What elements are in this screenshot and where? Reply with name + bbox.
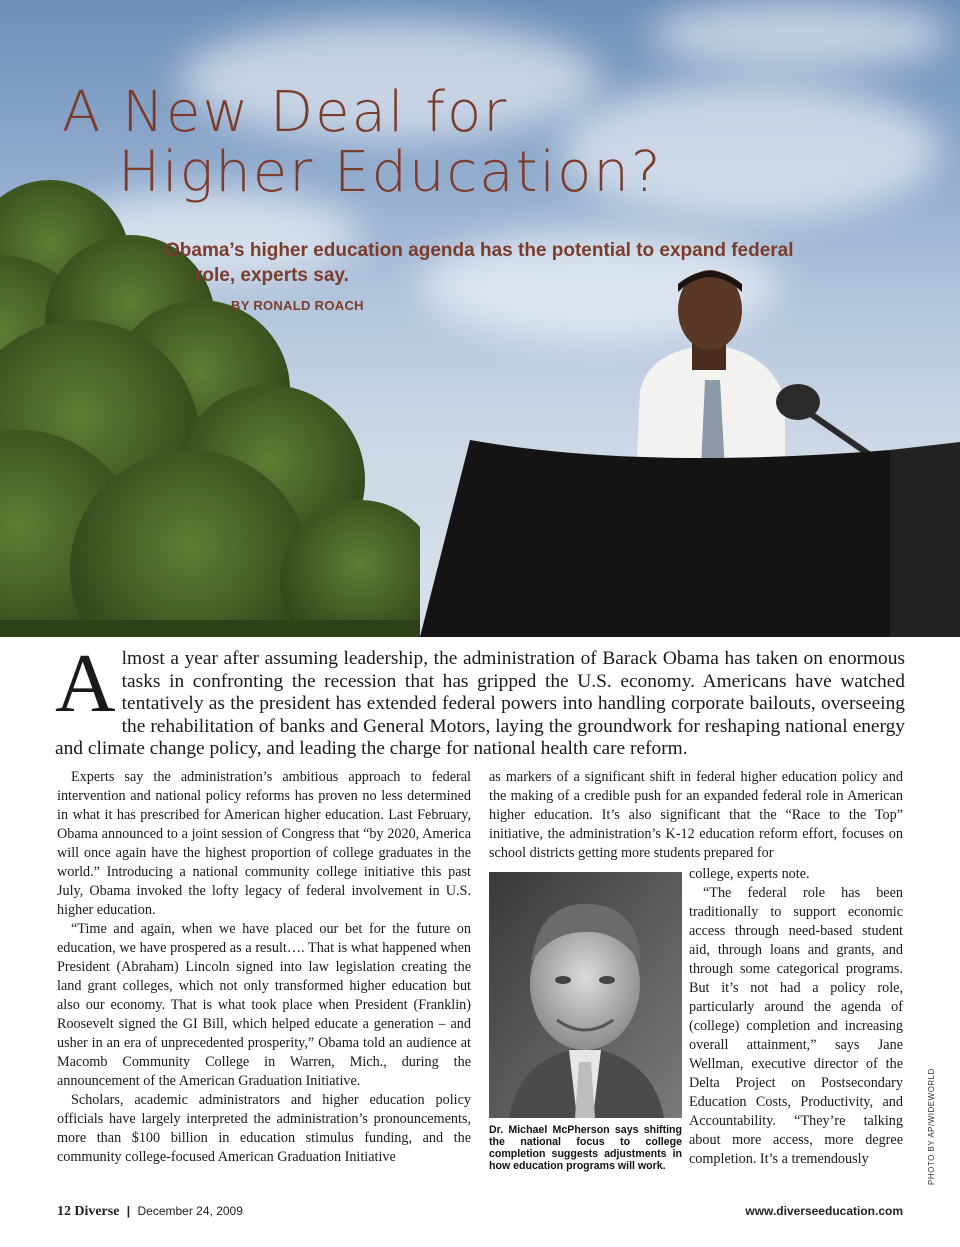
folio [57, 1204, 243, 1220]
article-deck [165, 238, 825, 288]
publication-name: Diverse [74, 1204, 120, 1219]
body-paragraph: “Time and again, when we have placed our bet for the future on education, we have prospered as a result…. That is what happened when President (Abraham) Lincoln signed into law legislation creating the land grant colleges, which not only transformed higher education but also our economy. That is what took place when President (Franklin) Roosevelt signed the GI Bill, which helped educate a generation – and usher in an era of unprecedented prosperity,” Obama told an audience at Macomb Community College in Warren, Mich., during the announcement of the American Graduation Initiative. [57, 921, 471, 1089]
lead-paragraph [55, 637, 905, 761]
inset-portrait-photo [489, 872, 682, 1118]
page-number: 12 [57, 1204, 71, 1219]
body-column-right [689, 865, 903, 1169]
speaker-at-podium [420, 270, 960, 637]
drop-cap: A [55, 637, 116, 730]
body-paragraph: college, experts note. [689, 866, 810, 882]
tree-foliage [0, 150, 420, 637]
website-url: www.diverseeducation.com [745, 1204, 903, 1218]
body-paragraph: Scholars, academic administrators and higher education policy officials have largely interpreted the administration’s pronouncements, more than $100 billion in education stimulus funding, and the community college-focused American Graduation Initiative [57, 1092, 471, 1165]
byline: BY RONALD ROACH [231, 298, 364, 313]
body-paragraph: Experts say the administration’s ambitious approach to federal intervention and national policy reforms has proven no less determined in what it has prescribed for American higher education. Last February, Obama announced to a joint session of Congress that “by 2020, America will once again have the highest proportion of college graduates in the world.” Introducing a national community college initiative this past July, Obama invoked the lofty legacy of federal involvement in U.S. higher education. [57, 769, 471, 918]
portrait-illustration [489, 872, 682, 1118]
body-column-middle-top [489, 768, 903, 863]
issue-date: December 24, 2009 [137, 1204, 243, 1218]
headline-line-2: Higher Education? [118, 140, 663, 205]
body-paragraph: “The federal role has been traditionally to support economic access through need-based student aid, through loans and grants, and through some categorical programs. But it’s not had a policy role, particularly around the agenda of (college) completion and increasing overall attainment,” says Jane Wellman, executive director of the Delta Project on Postsecondary Education Costs, Productivity, and Accountability. “They’re talking about more access, more degree completion. It’s a tremendously [689, 885, 903, 1167]
lead-text: lmost a year after assuming leadership, the administration of Barack Obama has taken on enormous tasks in confronting the recession that has gripped the U.S. economy. Americans have watched tentatively as the president has extended federal powers into handling corporate bailouts, overseeing the rehabilitation of banks and General Motors, laying the groundwork for reshaping national energy and climate change policy, and leading the charge for national health care reform. [55, 648, 905, 760]
body-column-left [57, 768, 471, 1167]
body-paragraph: as markers of a significant shift in federal higher education policy and the making of a credible push for an expanded federal role in American higher education. It’s also significant that the “Race to the Top” initiative, the administration’s K-12 education reform effort, focuses on school districts getting more students prepared for [489, 769, 903, 861]
deck-line-1: Obama’s higher education agenda has the potential to expand federal [165, 240, 794, 261]
photo-caption: Dr. Michael McPherson says shifting the national focus to college completion suggests adjustments in how education programs will work. [489, 1124, 682, 1172]
article-headline [62, 80, 663, 205]
photo-credit: PHOTO BY AP/WIDEWORLD [927, 1068, 936, 1185]
page-footer [57, 1204, 903, 1224]
headline-line-1: A New Deal for [62, 80, 509, 145]
deck-line-2: role, experts say. [195, 265, 349, 286]
folio-separator: | [126, 1204, 131, 1218]
